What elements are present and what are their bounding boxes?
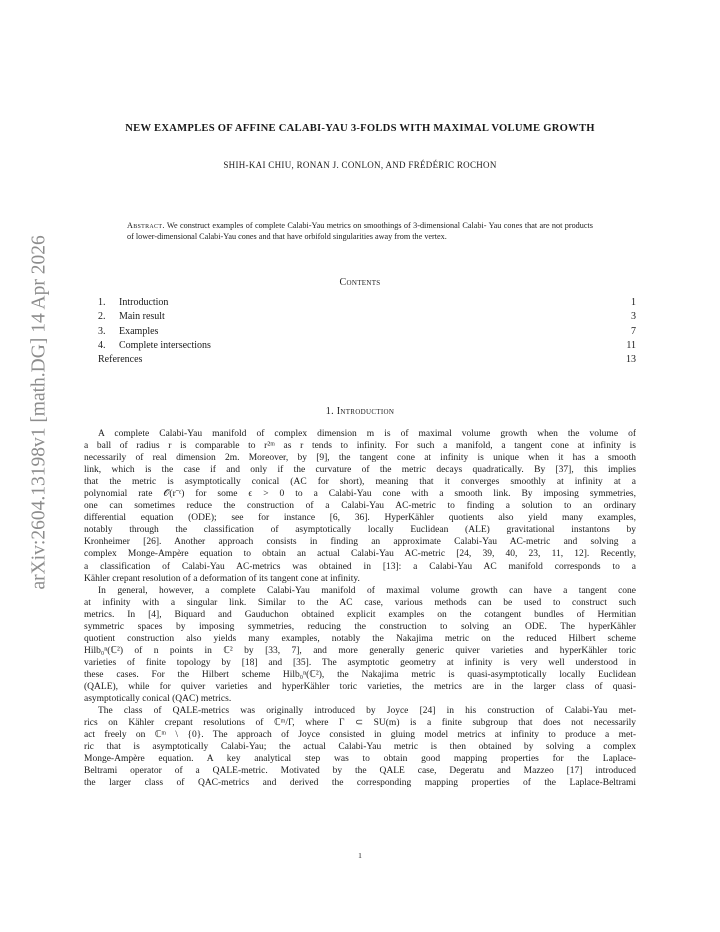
contents-heading: Contents <box>339 277 381 288</box>
paragraph-line: symmetric spaces by imposing symmetries, reducing the construction to solving an ODE. The hyperKähler <box>84 621 636 632</box>
paragraph-line: ric that is asymptotically Calabi-Yau; the actual Calabi-Yau metric is then obtained by solving a complex <box>84 742 636 753</box>
body-text <box>84 428 636 789</box>
paragraph-line: one can sometimes reduce the construction of a Calabi-Yau AC-metric to finding a solution to an ordinary <box>84 501 636 512</box>
toc-entry-label: Main result <box>119 311 165 323</box>
paragraph-line: quotient construction also yields many examples, notably the Nakajima metric on the reduced Hilbert scheme <box>84 633 636 644</box>
toc-entry-references[interactable] <box>98 353 636 367</box>
paragraph-line: Kähler crepant resolution of a deformation of its tangent cone at infinity. <box>84 573 360 584</box>
paragraph-line: In general, however, a complete Calabi-Yau manifold of maximal volume growth can have a tangent cone <box>98 585 636 596</box>
section-title: Introduction <box>336 406 395 417</box>
paragraph-line: A complete Calabi-Yau manifold of complex dimension m is of maximal volume growth when the volume of <box>98 429 636 439</box>
paragraph-line: Monge-Ampère equation. A key analytical step was to obtain good mapping properties for the Laplace- <box>84 754 636 765</box>
paragraph-line: these cases. For the Hilbert scheme Hilb₀ⁿ(ℂ²), the Nakajima metric is quasi-asymptotically locally Euclidean <box>84 669 636 680</box>
paragraph-line: (QALE), while for quiver varieties and hyperKähler toric varieties, the metrics are in the larger class of quasi- <box>84 681 636 692</box>
author-list: SHIH-KAI CHIU, RONAN J. CONLON, AND FRÉDÉRIC ROCHON <box>223 160 497 170</box>
paragraph-line: necessarily of real dimension 2m. Moreover, by [9], the tangent cone at infinity is unique when it has a smooth <box>84 453 636 464</box>
abstract-line: Yau cones that are not products of lower-dimensional Calabi-Yau cones and that have orbifold singularities <box>127 221 593 241</box>
paragraph-line: metrics. In [4], Biquard and Gauduchon obtained explicit examples on the cotangent bundles of Hermitian <box>84 609 636 620</box>
paragraph-line: Hilb₀ⁿ(ℂ²) of n points in ℂ² by [33, 7], and more generally generic quiver varieties and hyperKähler toric <box>84 645 636 656</box>
paragraph-line: link, which is the case if and only if the curvature of the metric decays quadratically. By [37], this implies <box>84 465 636 476</box>
paragraph-line: a classification of Calabi-Yau AC-metrics was obtained in [13]: a Calabi-Yau AC manifold corresponds to a <box>84 561 636 572</box>
page-number: 1 <box>358 851 362 860</box>
toc-entry-label: Introduction <box>119 297 169 308</box>
abstract-line: We construct examples of complete Calabi-Yau metrics on smoothings of 3-dimensional Calabi- <box>166 221 487 230</box>
toc-entry-number: 1. <box>98 297 106 308</box>
toc-entry-complete-intersections[interactable] <box>98 339 636 353</box>
toc-entry-introduction[interactable] <box>98 296 636 310</box>
toc-entry-label: Complete intersections <box>119 339 211 351</box>
paragraph-line: at infinity with a singular link. Similar to the AC case, various methods can be used to construct such <box>84 597 636 608</box>
toc-entry-number: 4. <box>98 339 106 351</box>
paragraph-line: act freely on ℂᵐ \ {0}. The approach of Joyce consisted in gluing model metrics at infinity to produce a met- <box>84 730 636 741</box>
toc-entry-page: 11 <box>626 339 636 351</box>
toc-entry-examples[interactable] <box>98 325 636 339</box>
paragraph-line: asymptotically conical (QAC) metrics. <box>84 694 232 705</box>
paragraph-line: varieties of finite topology by [18] and [35]. The asymptotic geometry at infinity is very well understood in <box>84 657 636 668</box>
toc-entry-label: References <box>98 354 143 366</box>
paragraph-line: that the metric is asymptotically conical (AC for short), meaning that it converges smoothly at infinity at a <box>84 477 636 488</box>
toc-entry-number: 2. <box>98 311 106 323</box>
toc-entry-label: Examples <box>119 325 159 337</box>
paragraph-line: complex Monge-Ampère equation to obtain an actual Calabi-Yau AC-metric [24, 39, 40, 23, 11, 12]. Recently, <box>84 549 636 560</box>
toc-entry-page: 13 <box>626 354 636 366</box>
paragraph-line: polynomial rate 𝒪(r⁻ᵋ) for some ϵ > 0 to a Calabi-Yau cone with a smooth link. By imposing symmetries, <box>84 489 636 500</box>
paragraph-line: Kronheimer [26]. Another approach consists in finding an approximate Calabi-Yau AC-metric and solving a <box>84 537 636 548</box>
paragraph-line: the larger class of QAC-metrics and derived the corresponding mapping properties of the Laplace-Beltrami <box>84 778 636 789</box>
arxiv-identifier-stamp[interactable]: arXiv:2604.13198v1 [math.DG] 14 Apr 2026 <box>28 235 50 590</box>
abstract-label: Abstract. <box>127 221 165 230</box>
abstract-line: away from the vertex. <box>374 231 447 241</box>
toc-entry-page: 1 <box>631 297 636 308</box>
table-of-contents <box>98 296 636 367</box>
paragraph-line: The class of QALE-metrics was originally introduced by Joyce [24] in his construction of Calabi-Yau met- <box>98 706 636 717</box>
paragraph-line: Beltrami operator of a QALE-metric. Motivated by the QALE case, Degeratu and Mazzeo [17] introduced <box>84 766 636 777</box>
paper-title: NEW EXAMPLES OF AFFINE CALABI-YAU 3-FOLDS WITH MAXIMAL VOLUME GROWTH <box>125 123 595 134</box>
paragraph-line: notably through the classification of asymptotically locally Euclidean (ALE) gravitational instantons by <box>84 525 636 536</box>
section-heading <box>60 406 660 417</box>
toc-entry-main-result[interactable] <box>98 310 636 324</box>
toc-entry-number: 3. <box>98 325 106 337</box>
section-number: 1. <box>325 406 334 417</box>
toc-entry-page: 3 <box>631 311 636 323</box>
paragraph-line: a ball of radius r is comparable to r²ᵐ as r tends to infinity. For such a manifold, a tangent cone at infinity is <box>84 441 636 452</box>
paragraph-line: differential equation (ODE); see for instance [6, 36]. HyperKähler quotients also yield many examples, <box>84 513 636 524</box>
paragraph-line: rics on Kähler crepant resolutions of ℂᵐ/Γ, where Γ ⊂ SU(m) is a finite subgroup that does not necessarily <box>84 718 636 729</box>
toc-entry-page: 7 <box>631 325 636 337</box>
abstract <box>127 221 593 242</box>
